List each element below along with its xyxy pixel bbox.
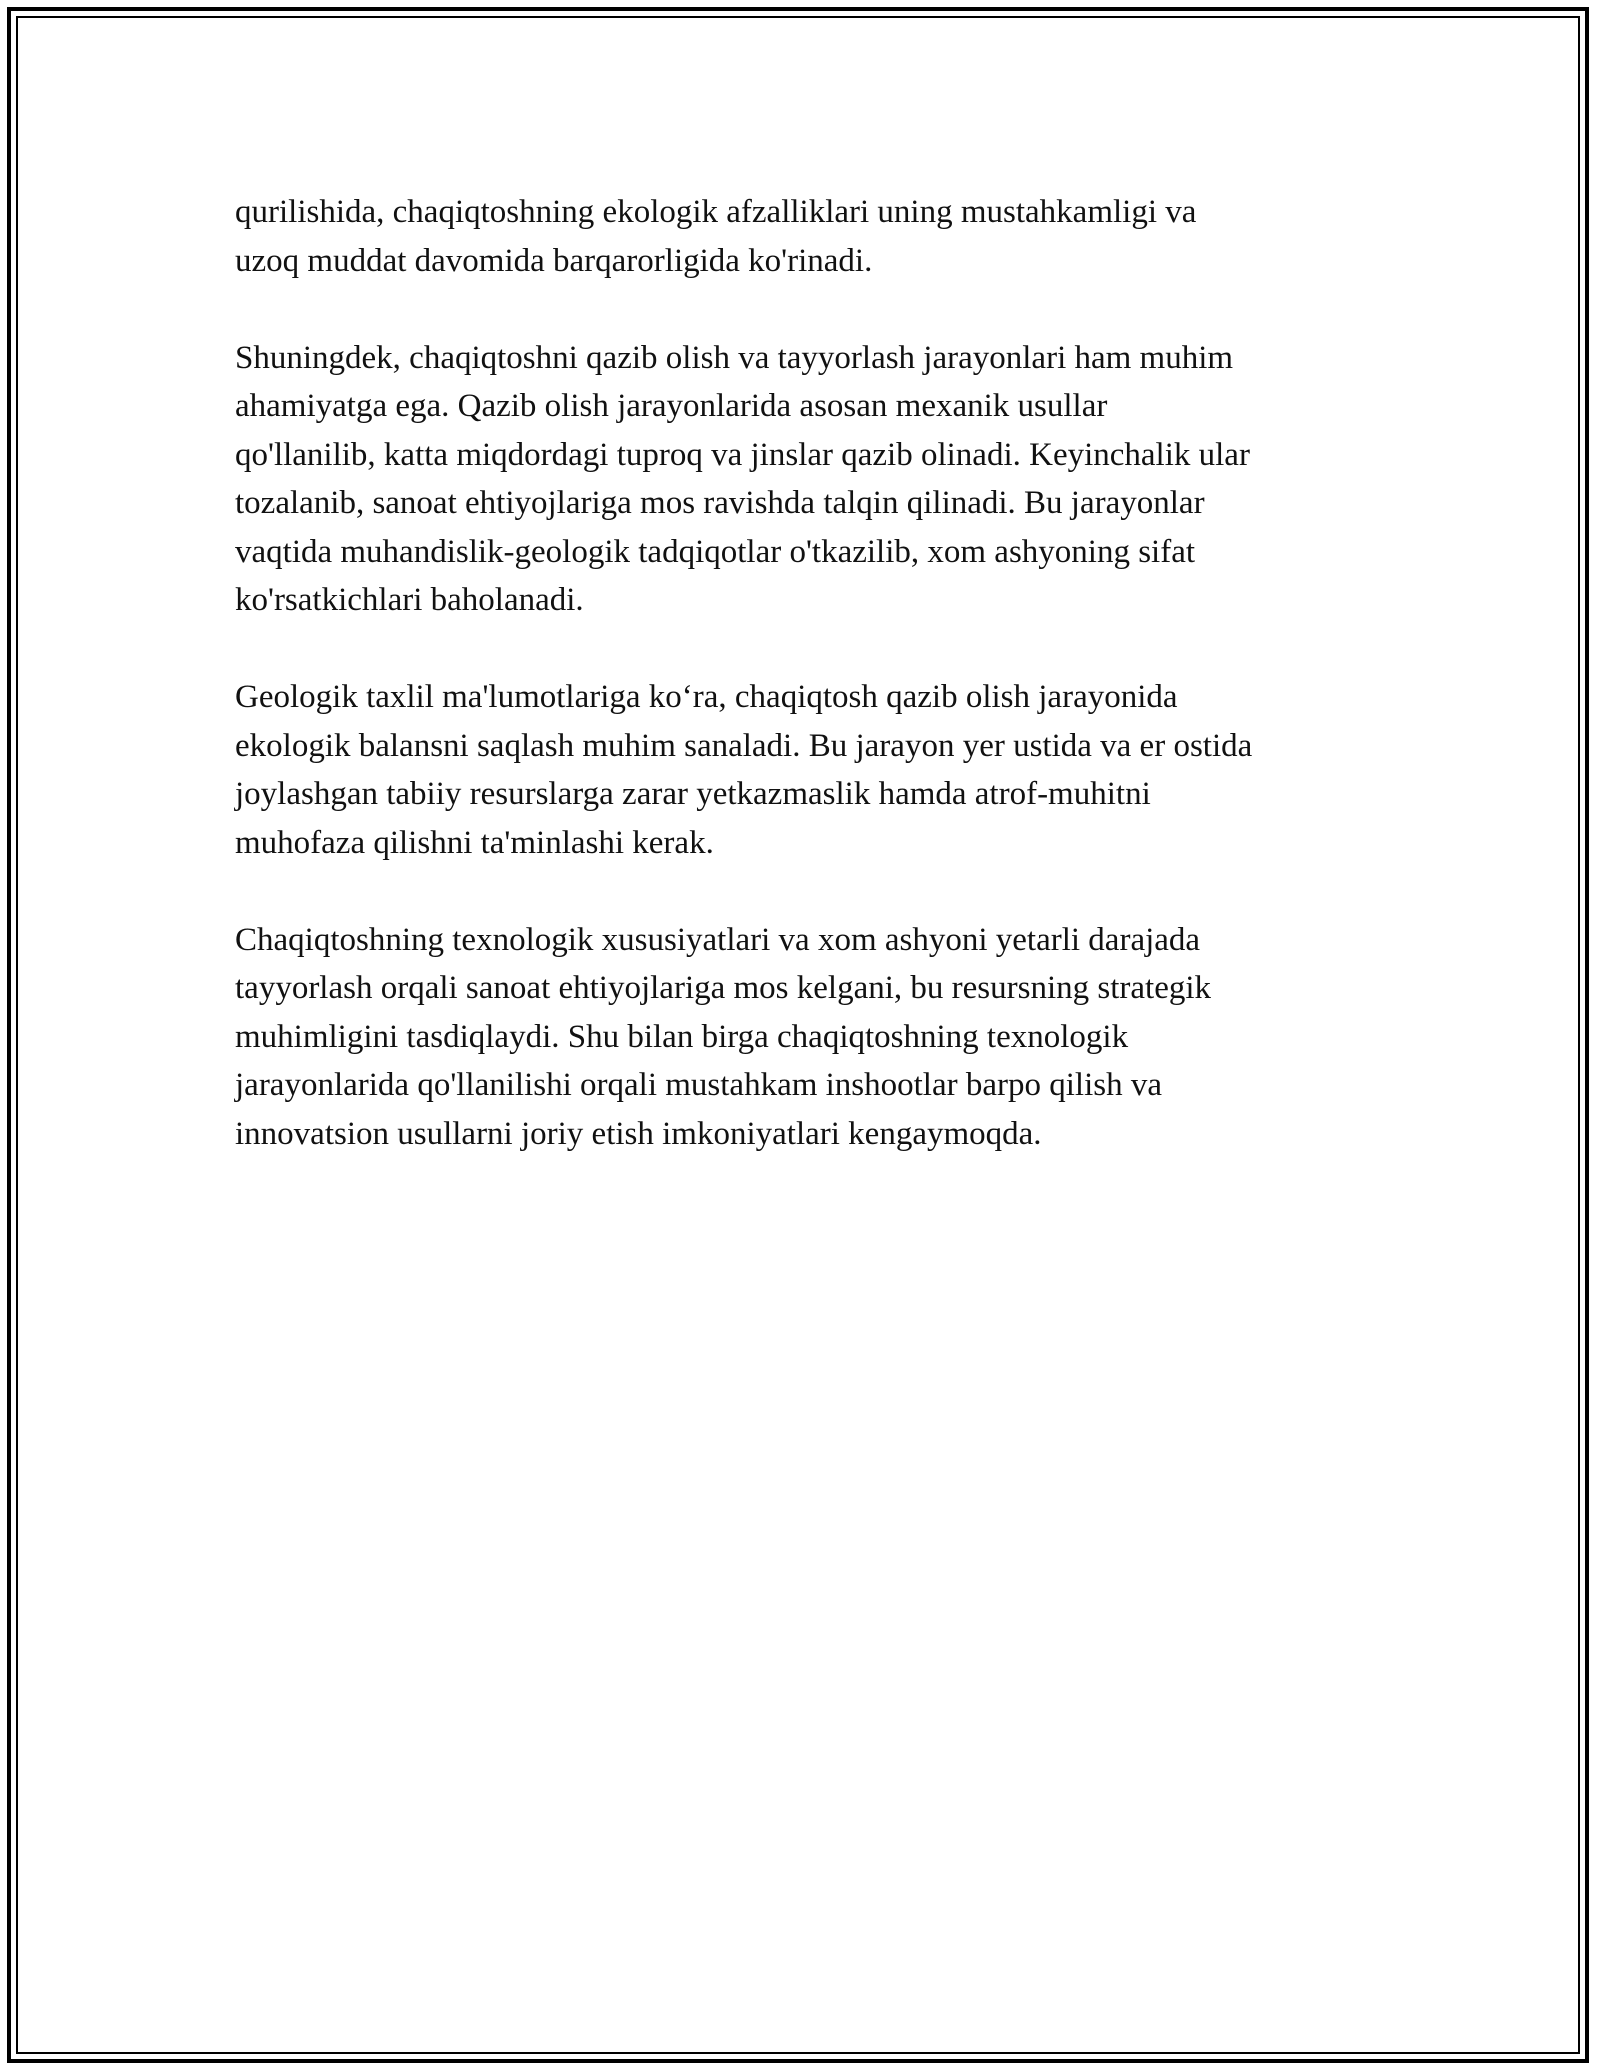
paragraph-line: tayyorlash orqali sanoat ehtiyojlariga mos kelgani, bu resursning strategik — [235, 970, 1212, 1006]
paragraph-line: ahamiyatga ega. Qazib olish jarayonlarida asosan mexanik usullar — [235, 388, 1108, 424]
paragraph-line: qo'llanilib, katta miqdordagi tuproq va jinslar qazib olinadi. Keyinchalik ular — [235, 436, 1250, 473]
paragraph-line: muhofaza qilishni ta'minlashi kerak. — [235, 824, 714, 861]
paragraph-line: qurilishida, chaqiqtoshning ekologik afzalliklari uning mustahkamligi va — [235, 194, 1197, 230]
paragraph-2 — [235, 334, 1385, 625]
paragraph-3 — [235, 673, 1385, 867]
paragraph-line: jarayonlarida qo'llanilishi orqali mustahkam inshootlar barpo qilish va — [235, 1067, 1162, 1103]
paragraph-line: Geologik taxlil ma'lumotlariga ko‘ra, chaqiqtosh qazib olish jarayonida — [235, 679, 1178, 715]
paragraph-line: ekologik balansni saqlash muhim sanaladi. Bu jarayon yer ustida va er ostida — [235, 727, 1253, 764]
document-body — [235, 188, 1385, 1207]
paragraph-line: Chaqiqtoshning texnologik xususiyatlari va xom ashyoni yetarli darajada — [235, 921, 1201, 958]
paragraph-line: uzoq muddat davomida barqarorligida ko'rinadi. — [235, 242, 873, 279]
paragraph-line: joylashgan tabiiy resurslarga zarar yetkazmaslik hamda atrof-muhitni — [235, 776, 1151, 812]
paragraph-line: Shuningdek, chaqiqtoshni qazib olish va tayyorlash jarayonlari ham muhim — [235, 339, 1234, 376]
paragraph-line: vaqtida muhandislik-geologik tadqiqotlar o'tkazilib, xom ashyoning sifat — [235, 533, 1196, 570]
paragraph-1 — [235, 188, 1385, 285]
paragraph-4 — [235, 916, 1385, 1159]
paragraph-line: ko'rsatkichlari baholanadi. — [235, 582, 584, 618]
paragraph-line: innovatsion usullarni joriy etish imkoniyatlari kengaymoqda. — [235, 1115, 1042, 1152]
paragraph-line: tozalanib, sanoat ehtiyojlariga mos ravishda talqin qilinadi. Bu jarayonlar — [235, 485, 1205, 521]
paragraph-line: muhimligini tasdiqlaydi. Shu bilan birga chaqiqtoshning texnologik — [235, 1018, 1129, 1055]
